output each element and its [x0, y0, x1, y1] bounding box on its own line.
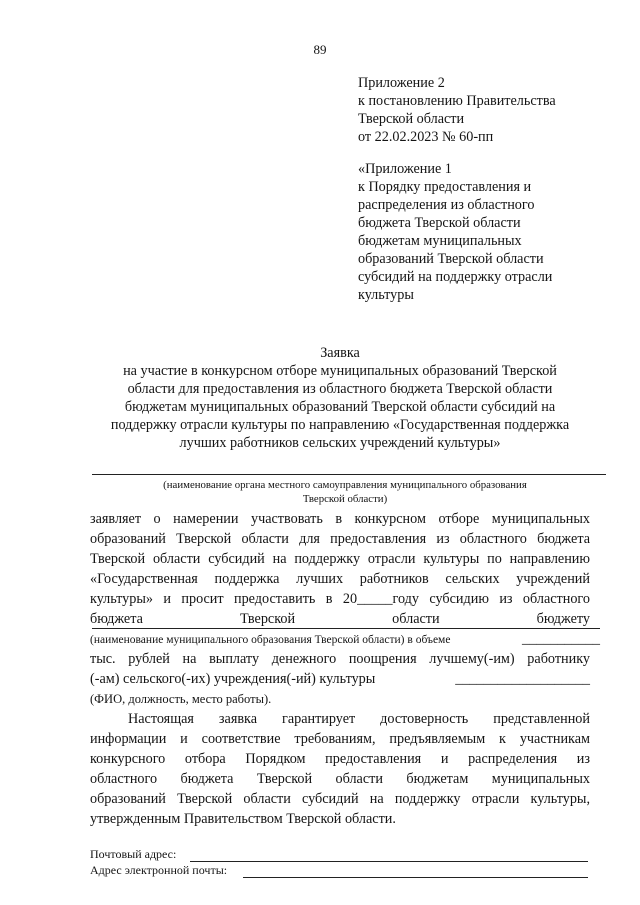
guarantee-line: информации и соответствие требованиям, предъявляемым к участникам: [90, 731, 590, 747]
worker-blank: ___________________: [455, 671, 590, 687]
email-address-field[interactable]: [243, 877, 588, 878]
municipality-fill-line: [92, 628, 600, 629]
annex-1-line: субсидий на поддержку отрасли: [358, 269, 553, 285]
organ-caption-line: (наименование органа местного самоуправления муниципального образования: [163, 479, 527, 491]
title-heading: Заявка: [320, 345, 360, 361]
annex-1-line: бюджета Тверской области: [358, 215, 521, 231]
reward-line: тыс. рублей на выплату денежного поощрения лучшему(-им) работнику: [90, 651, 590, 667]
statement-line: бюджета Тверской области бюджету: [90, 611, 590, 627]
annex-2-line: Приложение 2: [358, 75, 445, 91]
page-number: 89: [313, 42, 327, 57]
annex-2-line: Тверской области: [358, 111, 465, 127]
annex-1-line: к Порядку предоставления и: [358, 179, 532, 195]
annex-1-line: бюджетам муниципальных: [358, 233, 522, 249]
amount-blank: ___________: [521, 631, 600, 647]
reward-text: (-ам) сельского(-их) учреждения(-ий) культуры: [90, 671, 376, 687]
application-title: [80, 344, 600, 452]
annex-1-line: образований Тверской области: [358, 251, 544, 267]
organ-name-fill-line: [92, 474, 606, 475]
postal-address-field[interactable]: [190, 861, 588, 862]
title-line: бюджетам муниципальных образований Тверской области субсидий на: [124, 399, 556, 415]
guarantee-line: областного бюджета Тверской области бюджетам муниципальных: [90, 771, 590, 787]
statement-line: «Государственная поддержка лучших работников сельских учреждений: [90, 571, 590, 587]
statement-line: образований Тверской области для предоставления из областного бюджета: [90, 531, 590, 547]
title-line: области для предоставления из областного бюджета Тверской области: [127, 381, 553, 397]
annex-1-line: «Приложение 1: [358, 161, 452, 177]
annex-1-line: культуры: [358, 287, 414, 303]
title-line: на участие в конкурсном отборе муниципальных образований Тверской: [123, 363, 557, 379]
statement-line: культуры» и просит предоставить в 20_____году субсидию из областного: [90, 591, 590, 607]
guarantee-line: образований Тверской области субсидий на поддержку отрасли культуры,: [90, 791, 590, 807]
municipality-caption-row: [90, 630, 600, 649]
reward-caption: (ФИО, должность, место работы).: [90, 692, 272, 706]
title-line: поддержку отрасли культуры по направлению «Государственная поддержка: [110, 417, 570, 433]
title-line: лучших работников сельских учреждений культуры»: [179, 435, 501, 451]
guarantee-line: утвержденным Правительством Тверской области.: [90, 811, 396, 827]
annex-2-line: от 22.02.2023 № 60-пп: [358, 129, 494, 145]
reward-line-2: [90, 670, 590, 688]
statement-line: заявляет о намерении участвовать в конкурсном отборе муниципальных: [90, 511, 590, 527]
annex-1-line: распределения из областного: [358, 197, 535, 213]
postal-address-label: Почтовый адрес:: [90, 847, 177, 861]
annex-2-line: к постановлению Правительства: [358, 93, 556, 109]
guarantee-line: Настоящая заявка гарантирует достоверность представленной: [128, 711, 590, 727]
guarantee-line: конкурсного отбора Порядком предоставления и распределения из: [90, 751, 590, 767]
email-address-label: Адрес электронной почты:: [90, 863, 228, 877]
organ-caption-line: Тверской области): [302, 493, 388, 505]
statement-line: Тверской области субсидий на поддержку отрасли культуры по направлению: [90, 551, 590, 567]
organ-caption: [90, 478, 600, 506]
annex-1-block: [358, 160, 598, 304]
annex-2-block: [358, 74, 598, 146]
municipality-caption: (наименование муниципального образования Тверской области) в объеме: [90, 634, 451, 646]
